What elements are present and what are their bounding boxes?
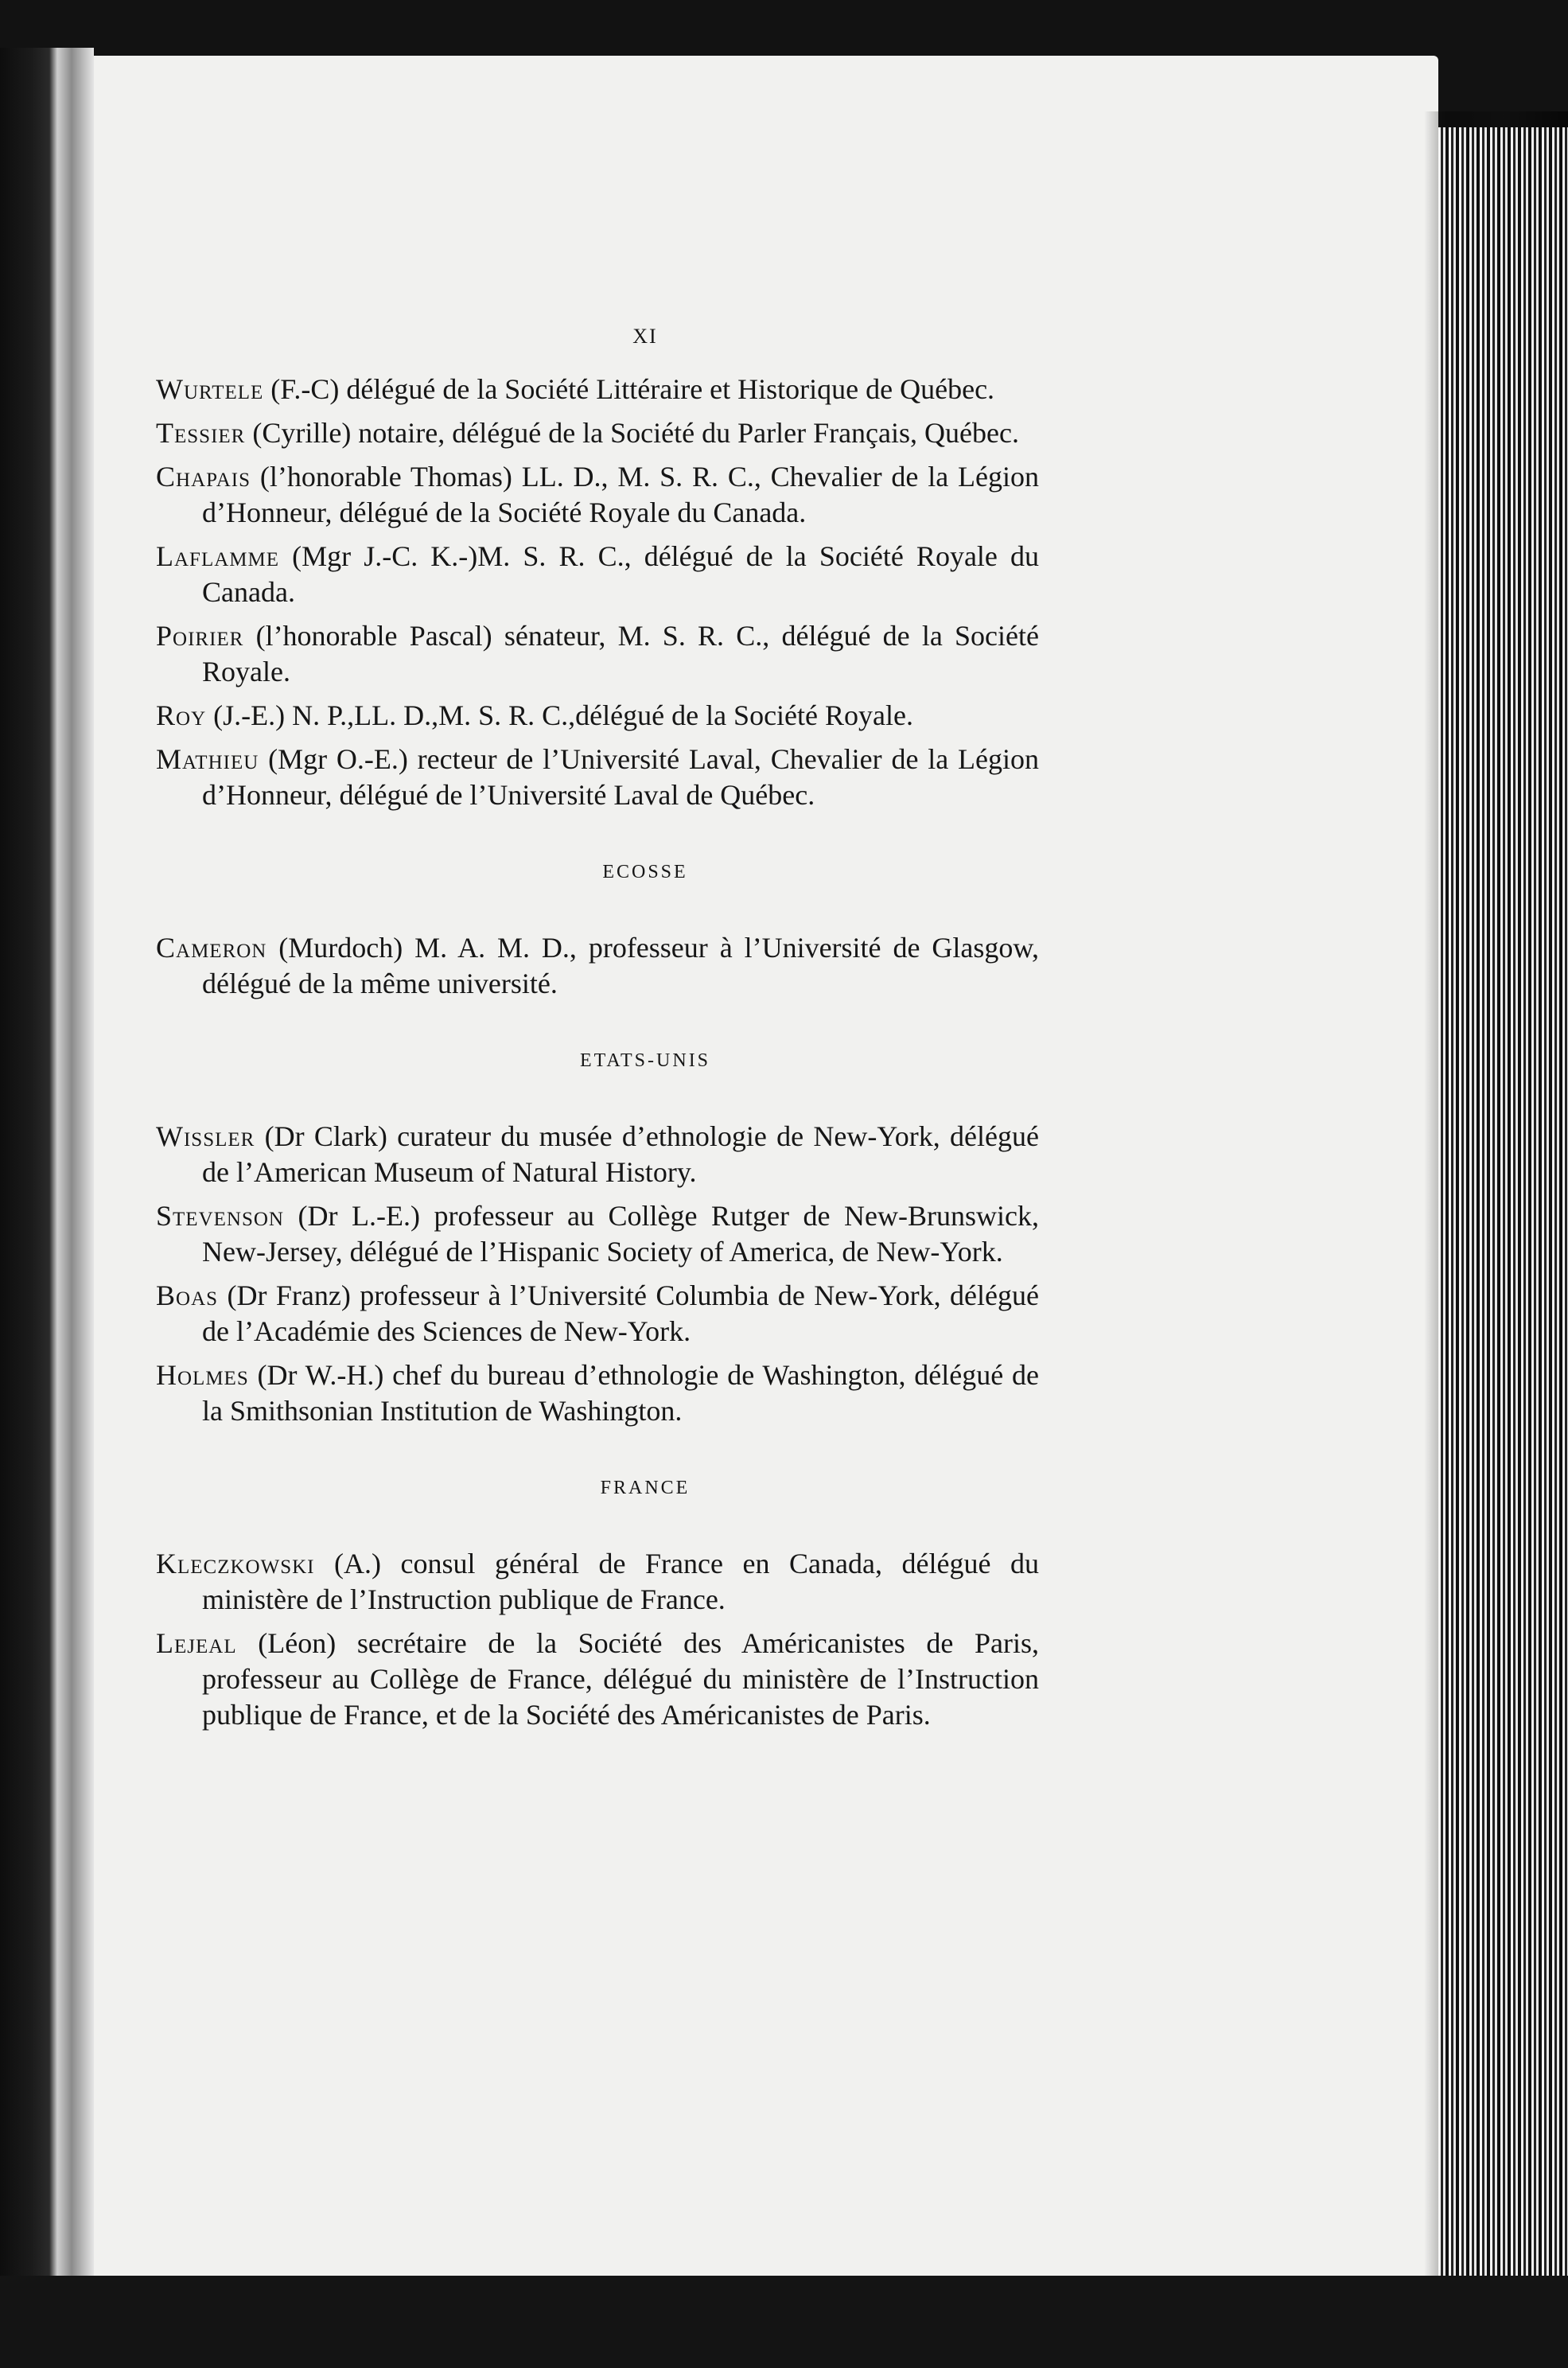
- delegate-name: Laflamme: [156, 540, 280, 572]
- scan-bottom-margin: [0, 2276, 1568, 2368]
- delegate-name: Kleczkowski: [156, 1548, 315, 1579]
- delegate-details: (Murdoch) M. A. M. D., professeur à l’Université de Glasgow, délégué de la même université.: [202, 932, 1039, 999]
- delegate-details: (Léon) secrétaire de la Société des Américanistes de Paris, professeur au Collège de France, délégué du ministère de l’Instruction publique de France, et de la Société des Américanistes de Paris.: [202, 1627, 1039, 1731]
- delegate-name: Roy: [156, 699, 207, 731]
- delegate-name: Mathieu: [156, 743, 259, 775]
- delegate-name: Lejeal: [156, 1627, 237, 1659]
- section-heading: ECOSSE: [602, 862, 688, 882]
- delegate-details: (l’honorable Pascal) sénateur, M. S. R. C., délégué de la Société Royale.: [202, 620, 1039, 687]
- book-binding-left: [0, 48, 94, 2368]
- delegate-entry: [156, 1626, 1039, 1733]
- delegate-section: [156, 1470, 1039, 1733]
- delegate-details: (Dr L.-E.) professeur au Collège Rutger de New-Brunswick, New-Jersey, délégué de l’Hispanic Society of America, de New-York.: [202, 1200, 1039, 1268]
- section-heading: FRANCE: [600, 1478, 691, 1498]
- delegate-details: (Dr W.-H.) chef du bureau d’ethnologie de Washington, délégué de la Smithsonian Institution de Washington.: [202, 1359, 1039, 1427]
- section-heading: ETATS-UNIS: [579, 1050, 711, 1071]
- delegate-entry: [156, 539, 1039, 610]
- delegate-name: Wissler: [156, 1120, 255, 1152]
- delegate-name: Chapais: [156, 461, 251, 493]
- delegate-entry: [156, 1198, 1039, 1270]
- delegate-details: (Cyrille) notaire, délégué de la Société du Parler Français, Québec.: [245, 417, 1019, 449]
- delegate-name: Cameron: [156, 932, 267, 964]
- delegate-details: (Dr Franz) professeur à l’Université Columbia de New-York, délégué de l’Académie des Sciences de New-York.: [202, 1279, 1039, 1347]
- delegate-details: (A.) consul général de France en Canada, délégué du ministère de l’Instruction publique de France.: [202, 1548, 1039, 1615]
- delegate-entry: [156, 698, 1039, 734]
- delegate-entry: [156, 1357, 1039, 1429]
- delegate-details: (Mgr J.-C. K.-)M. S. R. C., délégué de la Société Royale du Canada.: [202, 540, 1039, 608]
- delegate-details: (Mgr O.-E.) recteur de l’Université Laval, Chevalier de la Légion d’Honneur, délégué de l’Université Laval de Québec.: [202, 743, 1039, 811]
- delegate-section: [156, 372, 1039, 813]
- delegate-name: Boas: [156, 1279, 219, 1311]
- delegate-entry: [156, 372, 1039, 407]
- page-stack-edge: [1438, 127, 1568, 2276]
- delegate-entry: [156, 930, 1039, 1002]
- delegate-name: Holmes: [156, 1359, 249, 1391]
- delegate-details: (J.-E.) N. P.,LL. D.,M. S. R. C.,délégué de la Société Royale.: [206, 699, 913, 731]
- delegate-name: Poirier: [156, 620, 244, 652]
- delegate-entry: [156, 618, 1039, 690]
- delegate-details: (F.-C) délégué de la Société Littéraire et Historique de Québec.: [263, 373, 995, 405]
- delegate-entry: [156, 1119, 1039, 1190]
- delegate-name: Wurtele: [156, 373, 264, 405]
- delegate-name: Stevenson: [156, 1200, 284, 1232]
- page-content: [156, 318, 1039, 1741]
- delegate-details: (Dr Clark) curateur du musée d’ethnologie de New-York, délégué de l’American Museum of Natural History.: [202, 1120, 1039, 1188]
- delegate-entry: [156, 1546, 1039, 1618]
- delegate-section: [156, 855, 1039, 1002]
- page-folio: XI: [632, 325, 658, 348]
- delegate-section: [156, 1043, 1039, 1429]
- delegate-entry: [156, 415, 1039, 451]
- delegate-entry: [156, 1278, 1039, 1350]
- delegate-entry: [156, 459, 1039, 531]
- delegate-details: (l’honorable Thomas) LL. D., M. S. R. C., Chevalier de la Légion d’Honneur, délégué de la Société Royale du Canada.: [202, 461, 1039, 528]
- delegate-name: Tessier: [156, 417, 246, 449]
- delegate-entry: [156, 742, 1039, 813]
